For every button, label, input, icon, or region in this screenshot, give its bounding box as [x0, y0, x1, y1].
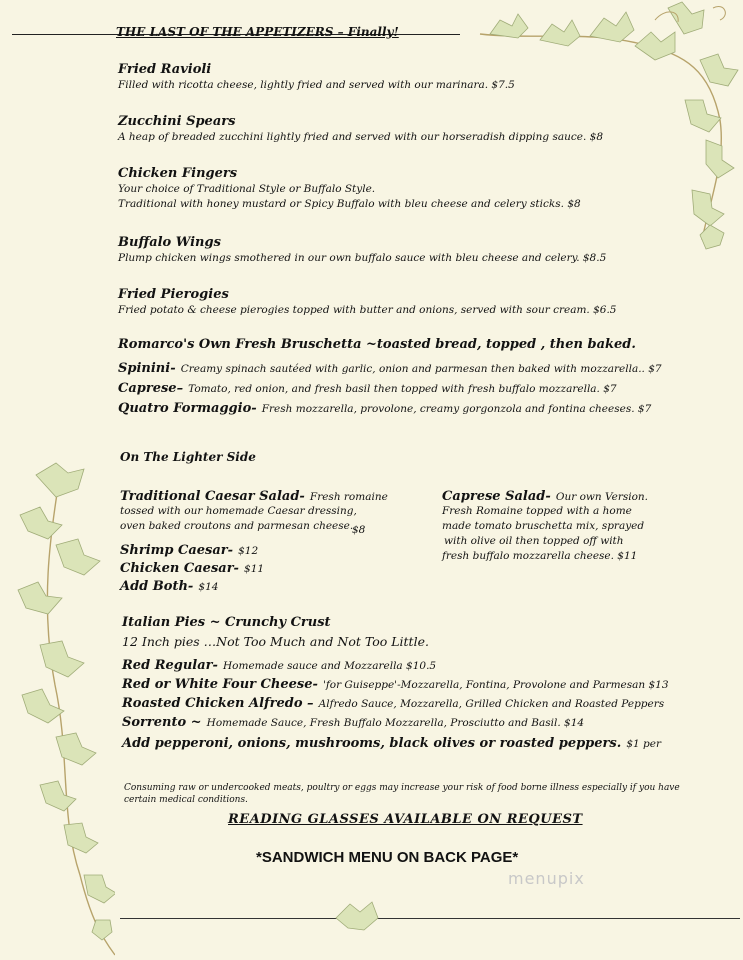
menu-item-fried-ravioli — [118, 62, 515, 93]
bruschetta-quatro-formaggio — [118, 397, 651, 416]
pie-sorrento — [122, 711, 584, 730]
item-description: oven baked croutons and parmesan cheese. — [120, 520, 354, 532]
item-description: tossed with our homemade Caesar dressing, — [120, 505, 357, 517]
item-price: $12 — [238, 545, 259, 557]
item-description: Traditional with honey mustard or Spicy Buffalo with bleu cheese and celery sticks. $8 — [118, 198, 581, 210]
menu-item-fried-pierogies — [118, 287, 616, 318]
pies-title: Italian Pies ~ Crunchy Crust — [122, 615, 331, 630]
item-description: Fresh mozzarella, provolone, creamy gorgonzola and fontina cheeses. $7 — [261, 403, 652, 415]
item-description: Homemade Sauce, Fresh Buffalo Mozzarella, Prosciutto and Basil. $14 — [206, 717, 585, 729]
pies-subtitle: 12 Inch pies …Not Too Much and Not Too Little. — [122, 634, 429, 649]
item-description: Fresh Romaine topped with a home — [442, 505, 632, 517]
item-description: Plump chicken wings smothered in our own buffalo sauce with bleu cheese and celery. $8.5 — [118, 252, 607, 264]
ivy-vine-top-right-icon — [470, 0, 743, 260]
item-name: Caprese Salad- — [442, 489, 551, 504]
item-description: Homemade sauce and Mozzarella $10.5 — [223, 660, 437, 672]
item-description: Fried potato & cheese pierogies topped with butter and onions, served with sour cream. $6.5 — [118, 304, 617, 316]
item-description: Your choice of Traditional Style or Buffalo Style. — [118, 183, 376, 195]
item-description: Our own Version. — [555, 491, 649, 503]
item-name: Caprese– — [118, 381, 184, 396]
item-name: Buffalo Wings — [118, 235, 221, 250]
item-name: Roasted Chicken Alfredo – — [122, 696, 314, 711]
item-description: Filled with ricotta cheese, lightly fried and served with our marinara. $7.5 — [118, 79, 515, 91]
food-safety-disclaimer: Consuming raw or undercooked meats, poultry or eggs may increase your risk of food borne illness especially if you have certain medical conditions. — [124, 783, 680, 805]
item-name: Sorrento ~ — [122, 715, 202, 730]
menu-item-chicken-caesar — [120, 557, 264, 576]
item-name: Red or White Four Cheese- — [122, 677, 318, 692]
reading-glasses-notice: READING GLASSES AVAILABLE ON REQUEST — [228, 812, 583, 827]
pie-roasted-chicken-alfredo — [122, 692, 664, 711]
item-name: Red Regular- — [122, 658, 218, 673]
pie-four-cheese — [122, 673, 669, 692]
bruschetta-spinini — [118, 357, 662, 376]
item-name: Fried Ravioli — [118, 62, 212, 77]
item-description: made tomato bruschetta mix, sprayed — [442, 520, 645, 532]
item-name: Add pepperoni, onions, mushrooms, black olives or roasted peppers. — [122, 736, 622, 751]
item-name: Chicken Fingers — [118, 166, 238, 181]
item-description: Alfredo Sauce, Mozzarella, Grilled Chicken and Roasted Peppers — [318, 698, 665, 710]
bottom-rule — [120, 918, 740, 919]
item-description: with olive oil then topped off with — [444, 535, 624, 547]
item-name: Chicken Caesar- — [120, 561, 239, 576]
item-name: Fried Pierogies — [118, 287, 229, 302]
bruschetta-caprese — [118, 377, 617, 396]
menu-item-shrimp-caesar — [120, 539, 258, 558]
pie-red-regular — [122, 654, 436, 673]
pie-addon — [122, 732, 661, 751]
menu-item-caprese-salad — [442, 485, 648, 564]
item-description: fresh buffalo mozzarella cheese. $11 — [442, 550, 638, 562]
sandwich-menu-notice: *SANDWICH MENU ON BACK PAGE* — [256, 849, 519, 866]
caesar-price: $8 — [352, 524, 366, 536]
item-name: Shrimp Caesar- — [120, 543, 234, 558]
section-heading-lighter-side: On The Lighter Side — [120, 450, 256, 464]
bruschetta-title: Romarco's Own Fresh Bruschetta ~toasted bread, topped , then baked. — [118, 337, 636, 352]
item-description: Tomato, red onion, and fresh basil then topped with fresh buffalo mozzarella. $7 — [188, 383, 617, 395]
menu-item-add-both — [120, 575, 218, 594]
item-name: Spinini- — [118, 361, 176, 376]
item-name: Add Both- — [120, 579, 194, 594]
item-description: Creamy spinach sautéed with garlic, onion and parmesan then baked with mozzarella.. $7 — [180, 363, 662, 375]
item-description: 'for Guiseppe'-Mozzarella, Fontina, Provolone and Parmesan $13 — [322, 679, 669, 691]
ivy-leaf-bottom-icon — [330, 896, 390, 936]
item-price: $1 per — [626, 738, 661, 750]
section-heading-appetizers: THE LAST OF THE APPETIZERS – Finally! — [116, 25, 399, 39]
menu-item-caesar-salad — [120, 485, 388, 534]
watermark: menupix — [508, 869, 585, 888]
item-price: $14 — [198, 581, 219, 593]
item-description: A heap of breaded zucchini lightly fried and served with our horseradish dipping sauce. $8 — [118, 131, 603, 143]
item-price: $11 — [244, 563, 265, 575]
ivy-vine-left-icon — [0, 455, 115, 960]
item-description: Fresh romaine — [309, 491, 388, 503]
item-name: Quatro Formaggio- — [118, 401, 257, 416]
item-name: Zucchini Spears — [118, 114, 236, 129]
item-name: Traditional Caesar Salad- — [120, 489, 305, 504]
